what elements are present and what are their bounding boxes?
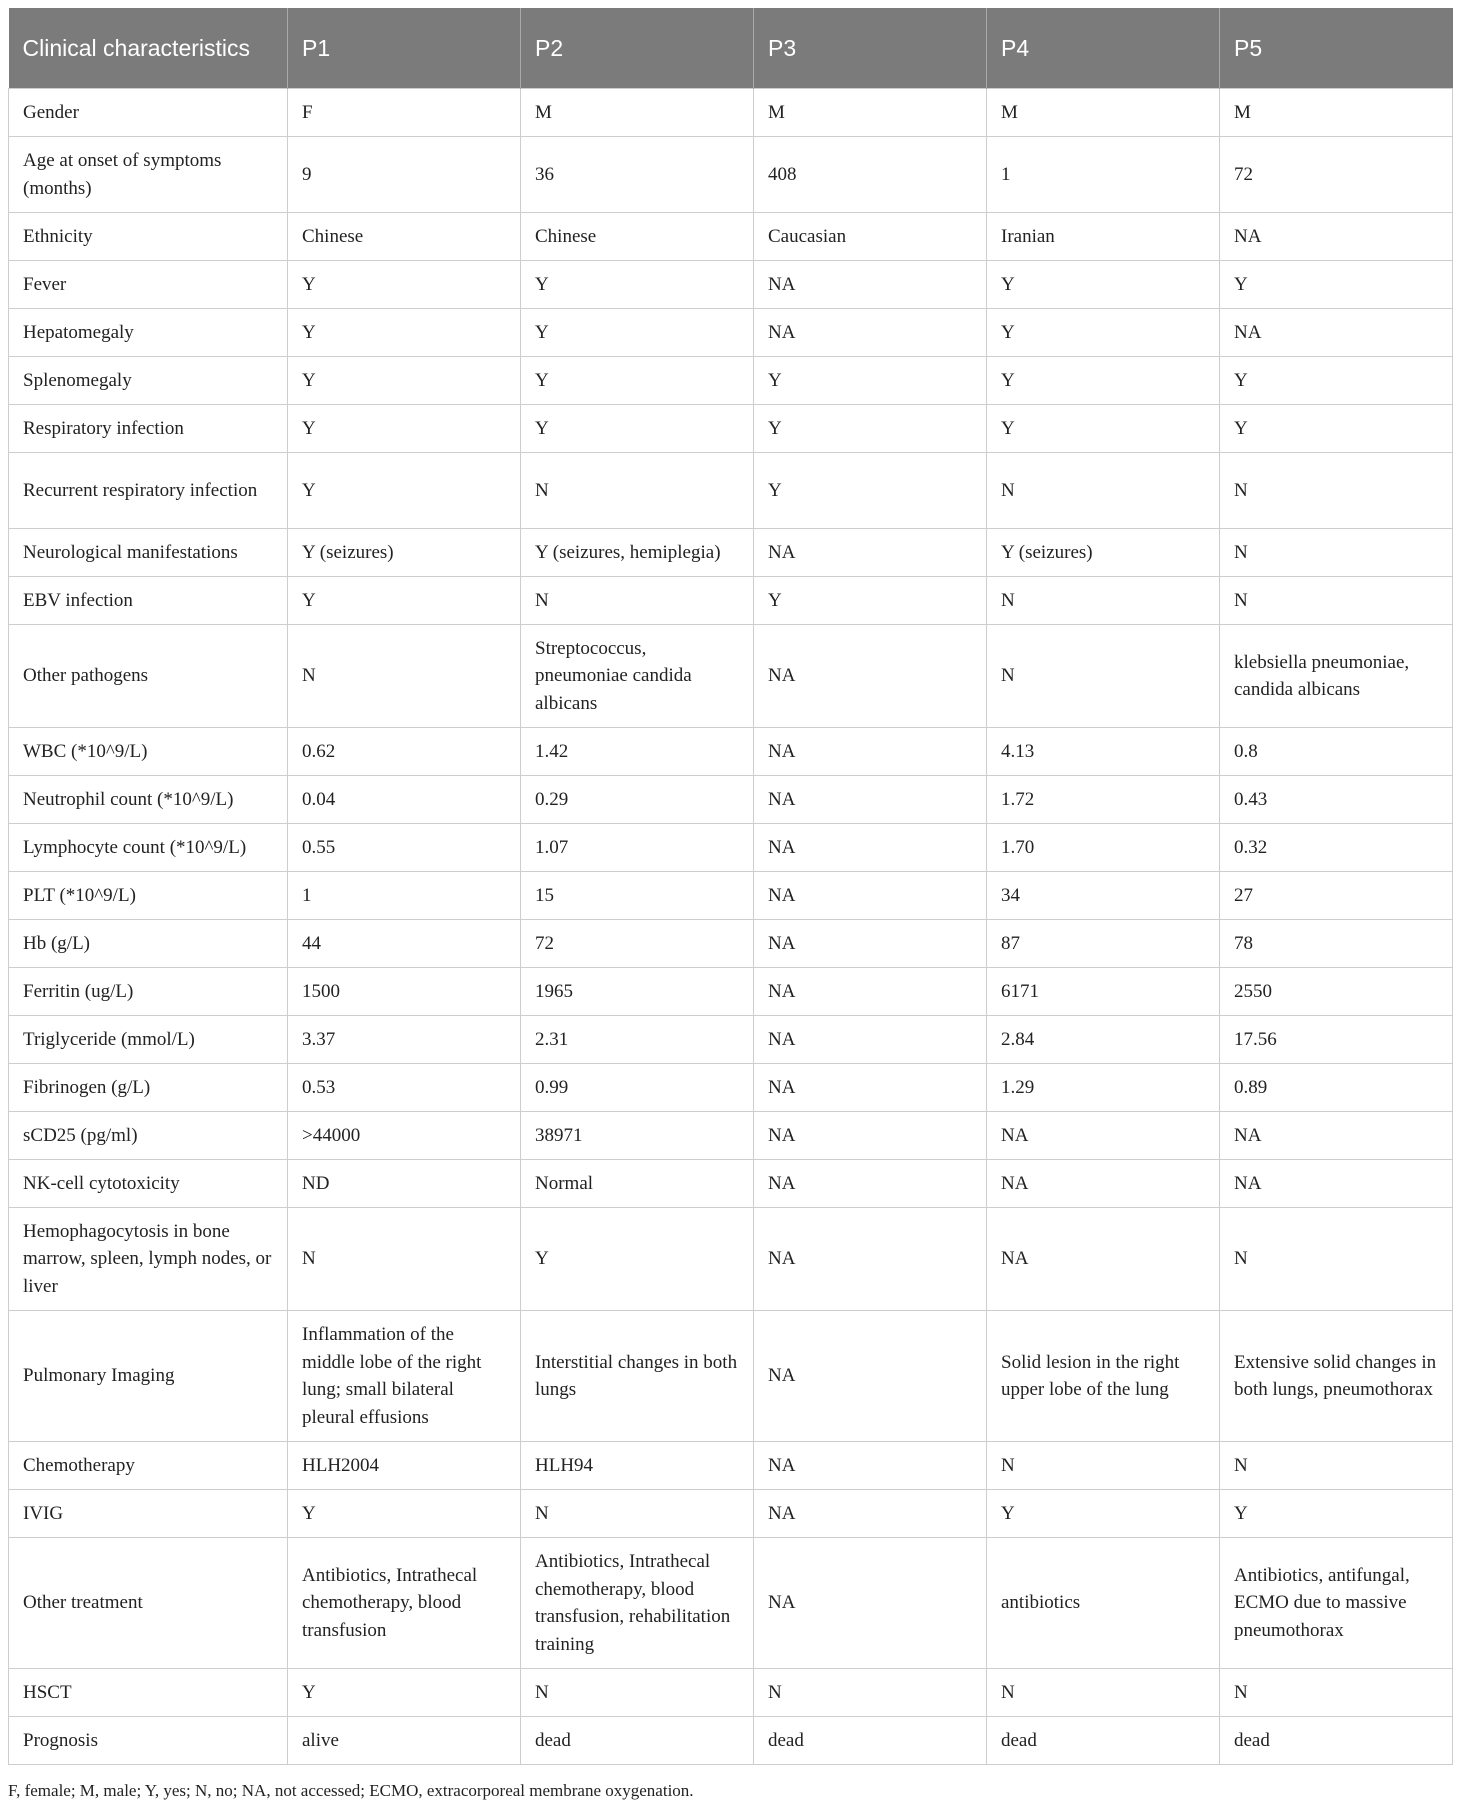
table-row — [9, 309, 1453, 357]
table-cell: N — [1220, 453, 1453, 529]
table-cell: 0.55 — [288, 824, 521, 872]
table-cell: N — [1220, 577, 1453, 625]
table-cell: NA — [1220, 1160, 1453, 1208]
table-cell: Y — [521, 357, 754, 405]
table-row — [9, 89, 1453, 137]
row-label: Fever — [9, 261, 288, 309]
table-row — [9, 920, 1453, 968]
table-cell: Y — [1220, 261, 1453, 309]
row-label: Ferritin (ug/L) — [9, 968, 288, 1016]
table-cell: klebsiella pneumoniae, candida albicans — [1220, 625, 1453, 728]
table-cell: 3.37 — [288, 1016, 521, 1064]
table-cell: 2.84 — [987, 1016, 1220, 1064]
table-cell: NA — [754, 920, 987, 968]
table-cell: NA — [754, 309, 987, 357]
table-cell: 0.04 — [288, 776, 521, 824]
header-p5: P5 — [1220, 8, 1453, 89]
table-cell: Y — [987, 405, 1220, 453]
table-cell: 0.89 — [1220, 1064, 1453, 1112]
table-cell: NA — [754, 625, 987, 728]
table-cell: NA — [754, 529, 987, 577]
table-cell: M — [521, 89, 754, 137]
table-cell: Y — [521, 405, 754, 453]
clinical-characteristics-table — [8, 8, 1453, 1765]
table-cell: 78 — [1220, 920, 1453, 968]
table-cell: 0.32 — [1220, 824, 1453, 872]
table-cell: Solid lesion in the right upper lobe of the lung — [987, 1311, 1220, 1442]
table-cell: Y — [1220, 1490, 1453, 1538]
row-label: Neurological manifestations — [9, 529, 288, 577]
table-cell: NA — [987, 1208, 1220, 1311]
table-cell: N — [987, 577, 1220, 625]
row-label: Hb (g/L) — [9, 920, 288, 968]
row-label: EBV infection — [9, 577, 288, 625]
table-cell: N — [1220, 1442, 1453, 1490]
table-cell: 0.29 — [521, 776, 754, 824]
table-cell: dead — [521, 1717, 754, 1765]
table-cell: 1.07 — [521, 824, 754, 872]
table-row — [9, 1538, 1453, 1669]
table-cell: antibiotics — [987, 1538, 1220, 1669]
table-cell: NA — [754, 1208, 987, 1311]
header-clinical-characteristics: Clinical characteristics — [9, 8, 288, 89]
table-footnote: F, female; M, male; Y, yes; N, no; NA, not accessed; ECMO, extracorporeal membrane oxygenation. — [8, 1781, 694, 1800]
row-label: Ethnicity — [9, 213, 288, 261]
row-label: Triglyceride (mmol/L) — [9, 1016, 288, 1064]
table-cell: 1500 — [288, 968, 521, 1016]
header-p2: P2 — [521, 8, 754, 89]
row-label: NK-cell cytotoxicity — [9, 1160, 288, 1208]
table-cell: NA — [754, 872, 987, 920]
table-cell: M — [754, 89, 987, 137]
table-cell: NA — [754, 776, 987, 824]
table-cell: dead — [987, 1717, 1220, 1765]
table-cell: 36 — [521, 137, 754, 213]
table-cell: NA — [754, 824, 987, 872]
table-row — [9, 1208, 1453, 1311]
table-row — [9, 453, 1453, 529]
table-row — [9, 1442, 1453, 1490]
row-label: Respiratory infection — [9, 405, 288, 453]
table-cell: NA — [1220, 309, 1453, 357]
table-cell: NA — [754, 1112, 987, 1160]
table-cell: N — [1220, 1669, 1453, 1717]
table-cell: N — [987, 1442, 1220, 1490]
table-row — [9, 1112, 1453, 1160]
table-cell: Y — [987, 357, 1220, 405]
table-cell: Y — [521, 309, 754, 357]
table-cell: N — [754, 1669, 987, 1717]
table-cell: NA — [987, 1112, 1220, 1160]
table-cell: Y (seizures) — [288, 529, 521, 577]
row-label: PLT (*10^9/L) — [9, 872, 288, 920]
table-row — [9, 1160, 1453, 1208]
row-label: Splenomegaly — [9, 357, 288, 405]
table-cell: NA — [754, 728, 987, 776]
table-row — [9, 824, 1453, 872]
table-cell: NA — [754, 1538, 987, 1669]
table-cell: Y — [521, 261, 754, 309]
table-cell: 1.29 — [987, 1064, 1220, 1112]
table-cell: 1965 — [521, 968, 754, 1016]
table-cell: Iranian — [987, 213, 1220, 261]
table-row — [9, 1717, 1453, 1765]
table-cell: N — [1220, 1208, 1453, 1311]
table-cell: Inflammation of the middle lobe of the right lung; small bilateral pleural effusions — [288, 1311, 521, 1442]
table-row — [9, 577, 1453, 625]
table-row — [9, 529, 1453, 577]
table-cell: M — [987, 89, 1220, 137]
row-label: Age at onset of symptoms (months) — [9, 137, 288, 213]
table-cell: Y (seizures, hemiplegia) — [521, 529, 754, 577]
table-cell: Y — [987, 261, 1220, 309]
table-cell: NA — [754, 1311, 987, 1442]
table-cell: N — [987, 1669, 1220, 1717]
table-row — [9, 1669, 1453, 1717]
row-label: Fibrinogen (g/L) — [9, 1064, 288, 1112]
table-cell: HLH2004 — [288, 1442, 521, 1490]
table-cell: Antibiotics, Intrathecal chemotherapy, blood transfusion, rehabilitation training — [521, 1538, 754, 1669]
table-cell: NA — [754, 1016, 987, 1064]
table-cell: NA — [754, 1490, 987, 1538]
table-cell: Y — [754, 453, 987, 529]
row-label: Recurrent respiratory infection — [9, 453, 288, 529]
table-cell: alive — [288, 1717, 521, 1765]
table-cell: 1.42 — [521, 728, 754, 776]
table-cell: 0.43 — [1220, 776, 1453, 824]
table-cell: Y — [288, 453, 521, 529]
table-cell: Y (seizures) — [987, 529, 1220, 577]
header-p4: P4 — [987, 8, 1220, 89]
table-cell: N — [521, 1490, 754, 1538]
table-cell: 72 — [521, 920, 754, 968]
table-cell: 38971 — [521, 1112, 754, 1160]
table-row — [9, 137, 1453, 213]
table-cell: Extensive solid changes in both lungs, pneumothorax — [1220, 1311, 1453, 1442]
table-row — [9, 1490, 1453, 1538]
table-cell: Y — [288, 357, 521, 405]
row-label: Gender — [9, 89, 288, 137]
table-row — [9, 728, 1453, 776]
row-label: Prognosis — [9, 1717, 288, 1765]
table-cell: Y — [754, 577, 987, 625]
table-cell: Y — [288, 1669, 521, 1717]
table-row — [9, 1311, 1453, 1442]
table-cell: 27 — [1220, 872, 1453, 920]
row-label: Neutrophil count (*10^9/L) — [9, 776, 288, 824]
row-label: Lymphocyte count (*10^9/L) — [9, 824, 288, 872]
table-cell: Y — [288, 261, 521, 309]
table-cell: NA — [754, 1160, 987, 1208]
table-cell: Antibiotics, antifungal, ECMO due to massive pneumothorax — [1220, 1538, 1453, 1669]
row-label: Other pathogens — [9, 625, 288, 728]
table-cell: N — [521, 577, 754, 625]
table-cell: Y — [754, 405, 987, 453]
table-cell: Y — [288, 309, 521, 357]
table-cell: 2550 — [1220, 968, 1453, 1016]
header-p3: P3 — [754, 8, 987, 89]
table-cell: 15 — [521, 872, 754, 920]
row-label: Hemophagocytosis in bone marrow, spleen, lymph nodes, or liver — [9, 1208, 288, 1311]
table-cell: Y — [754, 357, 987, 405]
table-cell: N — [288, 625, 521, 728]
table-cell: dead — [1220, 1717, 1453, 1765]
table-cell: Streptococcus, pneumoniae candida albicans — [521, 625, 754, 728]
table-cell: 0.53 — [288, 1064, 521, 1112]
table-row — [9, 213, 1453, 261]
table-cell: Chinese — [521, 213, 754, 261]
table-cell: dead — [754, 1717, 987, 1765]
table-cell: NA — [754, 1442, 987, 1490]
table-row — [9, 872, 1453, 920]
table-cell: NA — [987, 1160, 1220, 1208]
table-cell: 0.62 — [288, 728, 521, 776]
table-cell: N — [987, 625, 1220, 728]
row-label: Chemotherapy — [9, 1442, 288, 1490]
table-cell: 1 — [987, 137, 1220, 213]
row-label: Other treatment — [9, 1538, 288, 1669]
row-label: HSCT — [9, 1669, 288, 1717]
table-cell: NA — [1220, 1112, 1453, 1160]
table-row — [9, 625, 1453, 728]
table-cell: 0.8 — [1220, 728, 1453, 776]
row-label: WBC (*10^9/L) — [9, 728, 288, 776]
row-label: sCD25 (pg/ml) — [9, 1112, 288, 1160]
row-label: Hepatomegaly — [9, 309, 288, 357]
table-cell: M — [1220, 89, 1453, 137]
table-cell: Y — [288, 577, 521, 625]
table-cell: >44000 — [288, 1112, 521, 1160]
table-cell: Antibiotics, Intrathecal chemotherapy, blood transfusion — [288, 1538, 521, 1669]
table-cell: 4.13 — [987, 728, 1220, 776]
table-cell: 72 — [1220, 137, 1453, 213]
clinical-table-container — [8, 8, 1452, 1765]
table-cell: NA — [754, 968, 987, 1016]
table-row — [9, 405, 1453, 453]
table-cell: NA — [1220, 213, 1453, 261]
table-cell: Caucasian — [754, 213, 987, 261]
table-cell: 44 — [288, 920, 521, 968]
table-cell: Y — [987, 309, 1220, 357]
table-cell: N — [521, 453, 754, 529]
table-cell: N — [521, 1669, 754, 1717]
table-row — [9, 968, 1453, 1016]
table-cell: 34 — [987, 872, 1220, 920]
table-cell: HLH94 — [521, 1442, 754, 1490]
table-cell: N — [987, 453, 1220, 529]
table-cell: Y — [521, 1208, 754, 1311]
table-row — [9, 261, 1453, 309]
table-cell: 9 — [288, 137, 521, 213]
table-cell: F — [288, 89, 521, 137]
table-cell: ND — [288, 1160, 521, 1208]
table-cell: 2.31 — [521, 1016, 754, 1064]
table-cell: 6171 — [987, 968, 1220, 1016]
table-cell: Y — [987, 1490, 1220, 1538]
table-cell: N — [1220, 529, 1453, 577]
table-cell: Y — [288, 1490, 521, 1538]
table-cell: 1 — [288, 872, 521, 920]
row-label: IVIG — [9, 1490, 288, 1538]
table-cell: NA — [754, 1064, 987, 1112]
table-cell: 1.70 — [987, 824, 1220, 872]
table-row — [9, 1016, 1453, 1064]
table-cell: 87 — [987, 920, 1220, 968]
row-label: Pulmonary Imaging — [9, 1311, 288, 1442]
table-cell: 408 — [754, 137, 987, 213]
table-cell: N — [288, 1208, 521, 1311]
table-cell: Interstitial changes in both lungs — [521, 1311, 754, 1442]
table-cell: Y — [1220, 357, 1453, 405]
table-cell: Y — [1220, 405, 1453, 453]
table-cell: 1.72 — [987, 776, 1220, 824]
table-cell: 17.56 — [1220, 1016, 1453, 1064]
header-p1: P1 — [288, 8, 521, 89]
table-cell: NA — [754, 261, 987, 309]
table-row — [9, 1064, 1453, 1112]
table-row — [9, 776, 1453, 824]
table-cell: 0.99 — [521, 1064, 754, 1112]
table-cell: Chinese — [288, 213, 521, 261]
table-cell: Y — [288, 405, 521, 453]
table-header-row — [9, 8, 1453, 89]
table-cell: Normal — [521, 1160, 754, 1208]
table-row — [9, 357, 1453, 405]
